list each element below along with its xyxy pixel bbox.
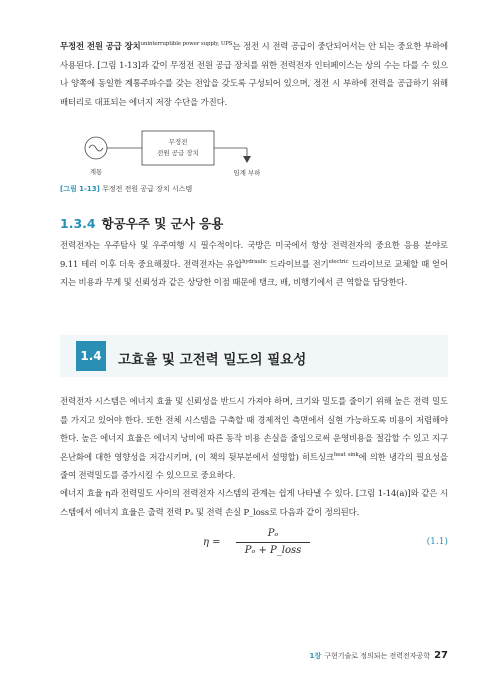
equation [60,527,448,563]
section-heading [60,214,223,232]
footer-chapter-title: 구현기술로 정의되는 전력전자공학 [324,652,431,660]
equation-fraction [236,527,310,558]
equation-numerator: Pₒ [267,528,279,539]
equation-number: (1.1) [426,537,448,547]
equation-lhs: η = [203,537,221,548]
figure-caption [60,184,192,194]
load-label: 임계 부하 [233,169,260,177]
figure-caption-tag: [그림 1-13] [60,185,100,193]
source-label: 계통 [89,168,103,176]
paragraph-aerospace-text-b: 드라이브를 전기 [266,258,329,269]
paragraph-definition-text: 에너지 효율 η과 전력밀도 사이의 전력전자 시스템의 관계는 쉽게 나타낼 수 있다. [그림 1-14(a)]와 같은 시스템에서 에너지 효율은 출력 전력 Pₒ 및 전력 손실 P_loss로 다음과 같이 정의된다. [60,488,448,517]
figure-caption-text: 무정전 전원 공급 장치 시스템 [102,185,193,193]
fraction-bar [236,542,310,543]
footer-chapter-label: 1장 [309,652,322,660]
ups-label-line2: 전원 공급 장치 [157,149,199,157]
sup-heat-sink: heat sink [333,451,359,458]
paragraph-ups-text: 는 정전 시 전력 공급이 중단되어서는 안 되는 중요한 부하에 사용된다. [그림 1-13]과 같이 무정전 전원 공급 장치를 위한 전력전자 인터페이스는 상의 수는 다를 수 있으나 양쪽에 동일한 계통주파수를 갖는 전압을 갖도록 구성되어 있으며, 정전 시 부하에 전력을 공급하기 위해 배터리로 대표되는 에너지 저장 수단을 가진다. [60,41,449,107]
section-title: 항공우주 및 군사 응용 [101,216,224,231]
section-number: 1.3.4 [60,216,96,231]
term-ups: 무정전 전원 공급 장치 [60,41,141,51]
paragraph-aerospace [60,236,448,292]
ups-label-line1: 무정전 [168,138,188,146]
figure-ups-diagram [60,125,260,185]
paragraph-aerospace-text-c: 드라이브로 교체할 때 얻어지는 비용과 무게 및 신뢰성과 같은 상당한 이점 때문에 탱크, 배, 비행기에서 큰 역할을 담당한다. [60,258,448,288]
page-footer [310,650,448,661]
sup-hydraulic: hydraulic [242,258,267,265]
paragraph-ups [60,37,448,111]
ups-box [142,131,214,165]
chapter-heading-box [60,335,448,377]
paragraph-aerospace-text-a: 전력전자는 우주탐사 및 우주여행 시 필수적이다. 국방은 미국에서 항상 전력전자의 중요한 응용 분야로 9.11 테러 이후 더욱 중요해졌다. 전력전자는 유압 [60,240,448,269]
paragraph-efficiency-text-a: 전력전자 시스템은 에너지 효율 및 신뢰성을 반드시 가져야 하며, 크기와 밀도를 줄이기 위해 높은 전력 밀도를 가지고 있어야 한다. 또한 전체 시스템을 구축할 때 경제적인 측면에서 실현 가능하도록 비용이 저렴해야 한다. 높은 에너지 효율은 에너지 낭비에 따른 동작 비용 손실을 줄임으로써 운영비용을 절감할 수 있고 지구 온난화에 대한 영향성을 저감시키며, (이 책의 뒷부분에서 설명할) 히트싱크 [60,396,448,462]
chapter-number: 1.4 [76,341,106,371]
ups-block-diagram [60,125,260,185]
chapter-title: 고효율 및 고전력 밀도의 필요성 [118,352,307,368]
load-arrow-icon [243,156,251,163]
equation-denominator: Pₒ + P_loss [244,545,302,556]
page-number: 27 [434,650,448,661]
paragraph-efficiency [60,392,448,485]
paragraph-efficiency-text-b: 에 의한 냉각의 필요성을 줄여 전력밀도를 증가시킬 수 있으므로 중요하다. [60,451,448,481]
sup-electric: electric [328,258,349,265]
term-sup: uninterruptible power supply, UPS [140,41,233,47]
paragraph-definition [60,484,448,521]
sine-wave-icon [89,145,103,151]
